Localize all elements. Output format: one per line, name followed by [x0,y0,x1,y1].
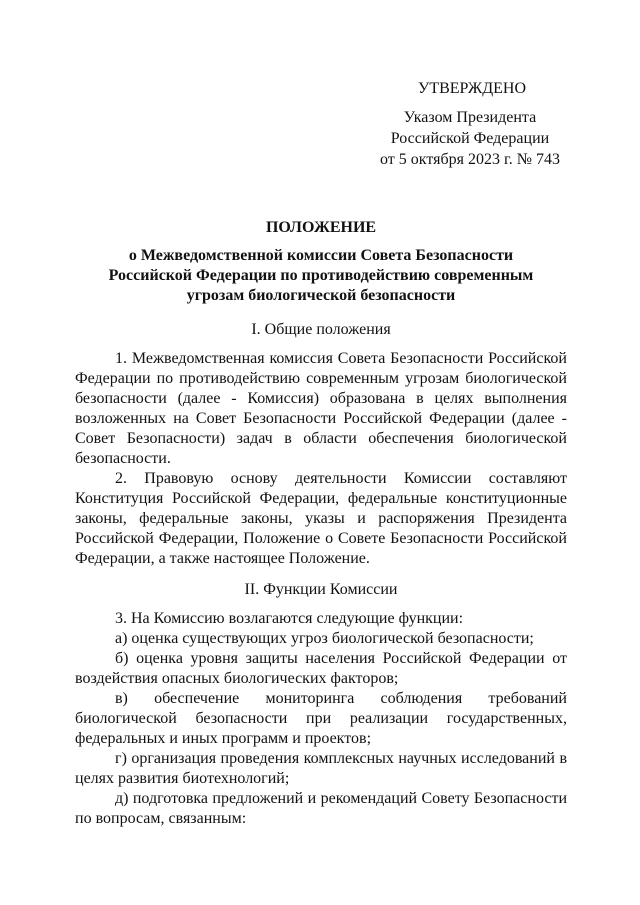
section-title: I. Общие положения [251,321,391,338]
section-general [75,320,567,569]
approval-stamp [370,78,570,170]
subtitle-line: Российской Федерации по противодействию современным [108,267,534,284]
paragraph: д) подготовка предложений и рекомендаций Совету Безопасности по вопросам, связанным: [75,790,567,827]
section-title: II. Функции Комиссии [244,581,398,598]
paragraph: б) оценка уровня защиты населения Российской Федерации от воздействия опасных биологических факторов; [75,650,567,687]
section-functions [75,580,567,829]
paragraph: г) организация проведения комплексных научных исследований в целях развития биотехнологий; [75,750,567,787]
approval-line: от 5 октября 2023 г. № 743 [379,151,560,168]
document-heading [75,218,567,306]
paragraph: в) обеспечение мониторинга соблюдения требований биологической безопасности при реализации государственных, федеральных и иных программ и проектов; [75,690,567,747]
paragraph: 2. Правовую основу деятельности Комиссии составляют Конституция Российской Федерации, федеральные конституционные законы, федеральные законы, указы и распоряжения Президента Российской Федерации, Положение о Совете Безопасности Российской Федерации, а также настоящее Положение. [75,470,567,567]
approval-line: Указом Президента [403,109,537,126]
document-title: ПОЛОЖЕНИЕ [265,219,377,236]
paragraph: а) оценка существующих угроз биологической безопасности; [115,630,534,647]
subtitle-line: о Межведомственной комиссии Совета Безопасности [128,247,514,264]
subtitle-line: угрозам биологической безопасности [186,287,456,304]
paragraph: 3. На Комиссию возлагаются следующие функции: [115,610,464,627]
approval-title: УТВЕРЖДЕНО [418,80,527,97]
approval-line: Российской Федерации [390,130,550,147]
document-subtitle [75,246,567,306]
paragraph: 1. Межведомственная комиссия Совета Безопасности Российской Федерации по противодействию современным угрозам биологической безопасности (далее - Комиссия) образована в целях выполнения возложенных на Совет Безопасности Российской Федерации (далее - Совет Безопасности) задач в области обеспечения биологической безопасности. [75,350,567,467]
